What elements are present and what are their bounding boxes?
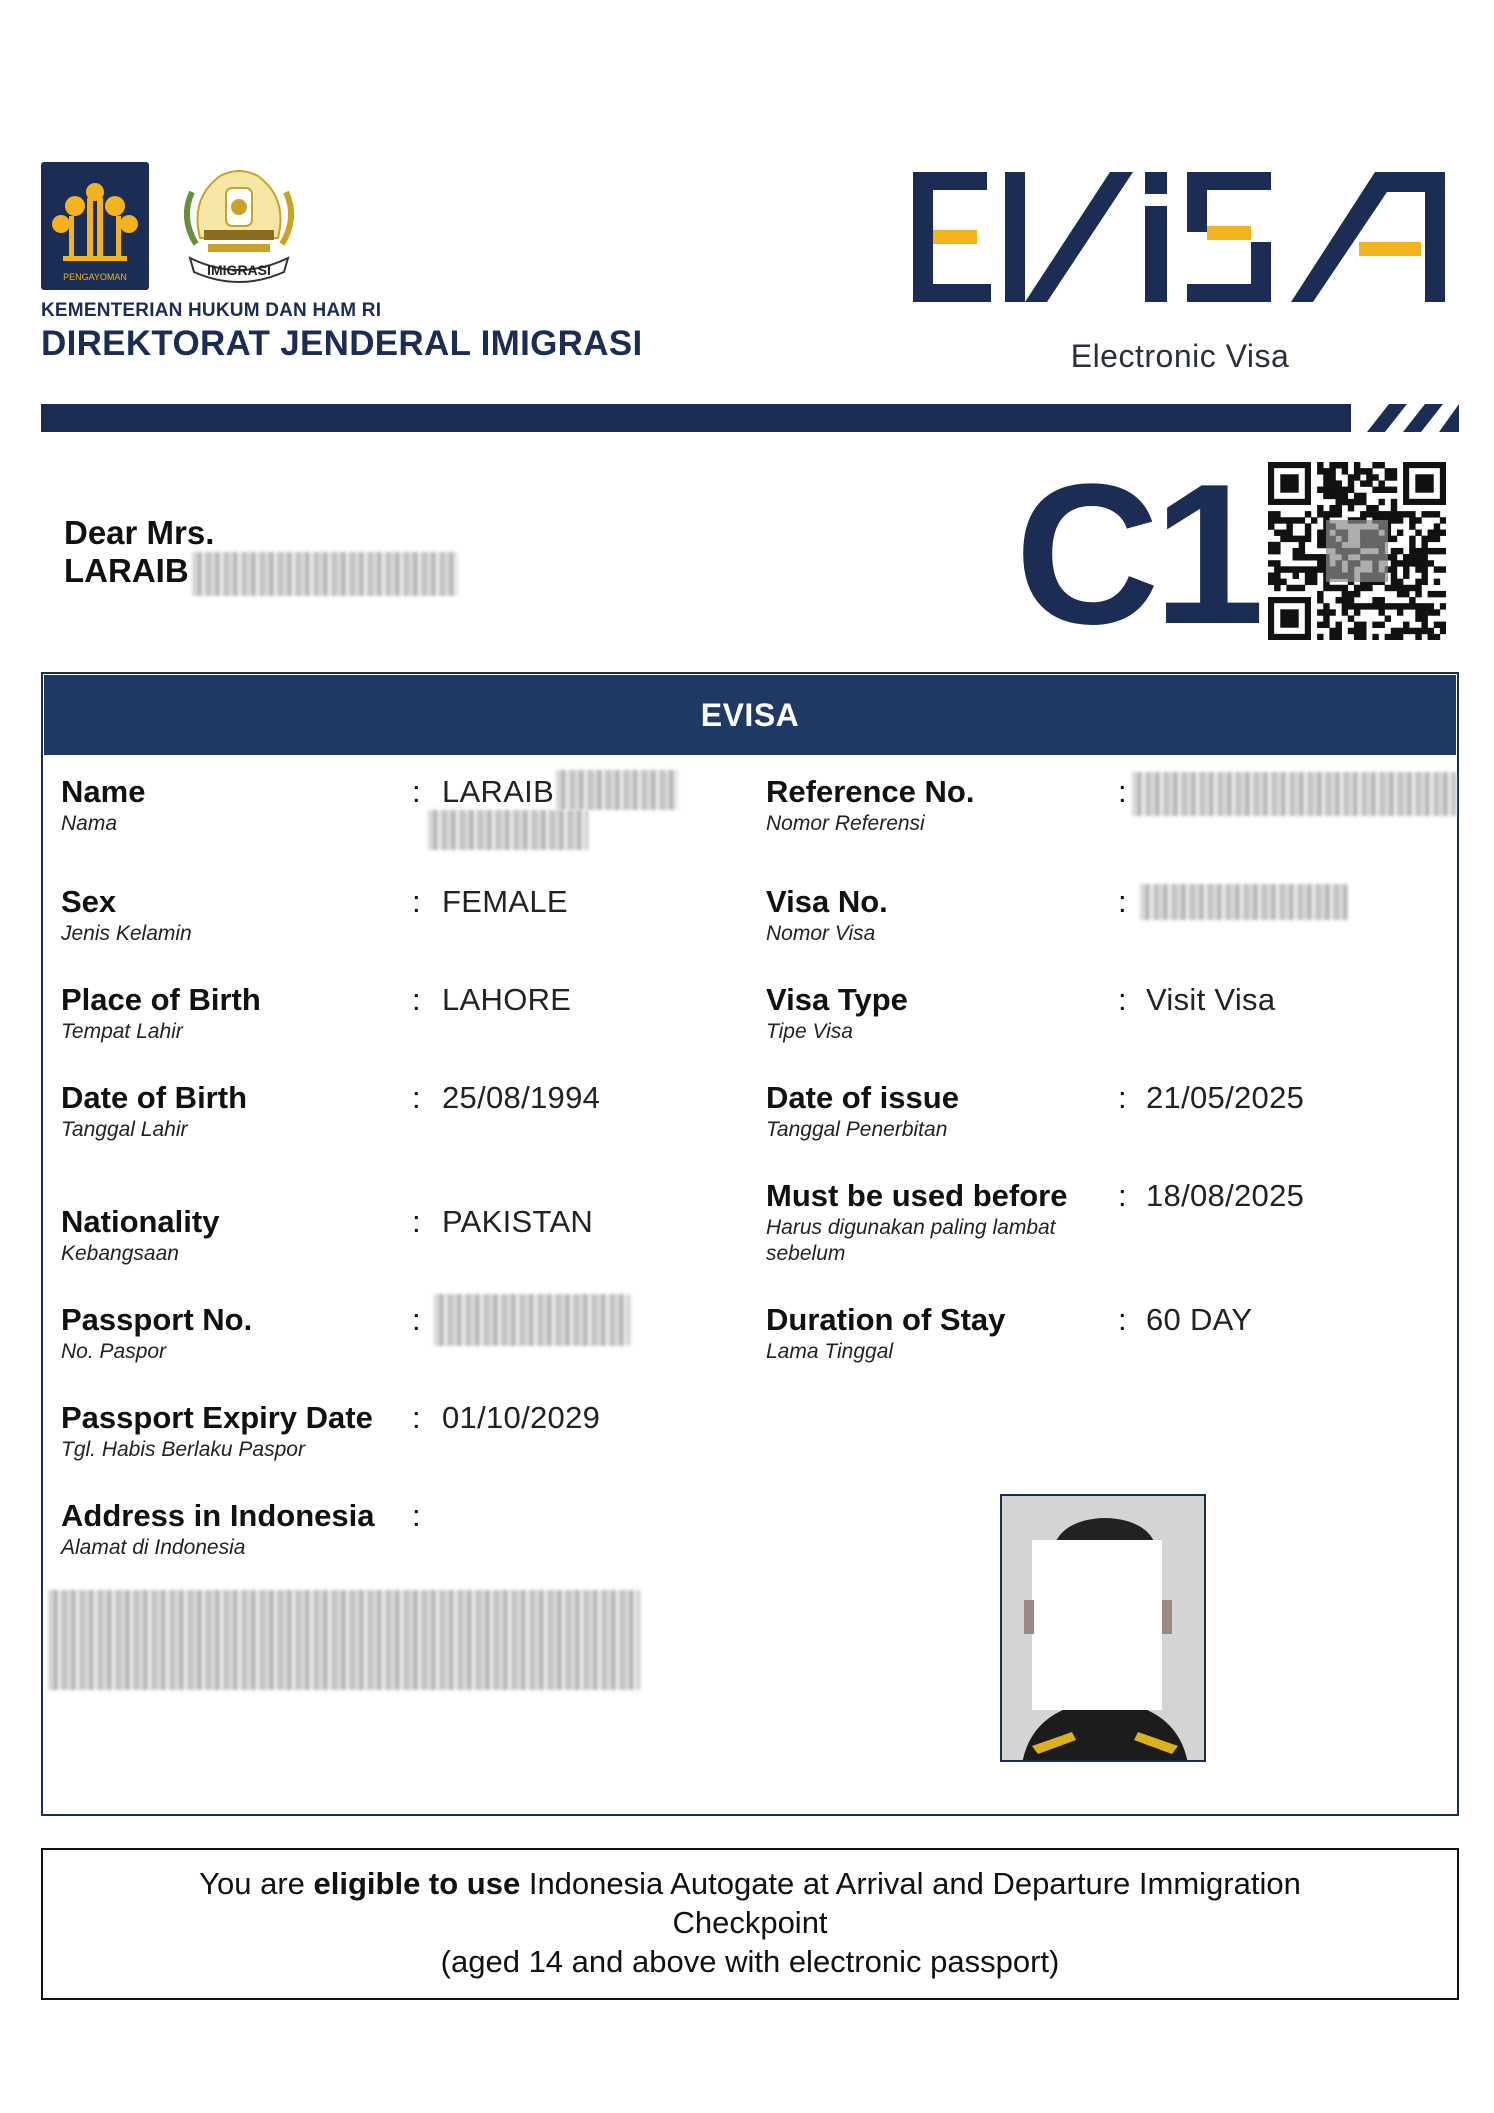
must-be-used-before-sublabel: Harus digunakan paling lambat xyxy=(766,1216,1056,1239)
nationality-label: Nationality xyxy=(61,1204,220,1239)
visa-type-value: Visit Visa xyxy=(1146,982,1276,1017)
imigrasi-emblem xyxy=(170,158,308,292)
date-of-issue-colon: : xyxy=(1118,1080,1127,1115)
duration-of-stay-colon: : xyxy=(1118,1302,1127,1337)
redacted-name-part xyxy=(428,810,588,850)
name-colon: : xyxy=(412,774,421,809)
address-colon: : xyxy=(412,1498,421,1533)
reference-number-sublabel: Nomor Referensi xyxy=(766,812,925,835)
address-label: Address in Indonesia xyxy=(61,1498,375,1533)
directorate-name: DIREKTORAT JENDERAL IMIGRASI xyxy=(41,324,643,363)
passport-number-label: Passport No. xyxy=(61,1302,253,1337)
sex-colon: : xyxy=(412,884,421,919)
passport-expiry-label: Passport Expiry Date xyxy=(61,1400,373,1435)
date-of-issue-sublabel: Tanggal Penerbitan xyxy=(766,1118,948,1141)
date-of-birth-value: 25/08/1994 xyxy=(442,1080,601,1115)
nationality-sublabel: Kebangsaan xyxy=(61,1242,179,1265)
must-be-used-before-sublabel-2: sebelum xyxy=(766,1242,846,1265)
passport-expiry-sublabel: Tgl. Habis Berlaku Paspor xyxy=(61,1438,305,1461)
redacted-name-part xyxy=(556,770,678,810)
panel-title: EVISA xyxy=(44,675,1456,755)
place-of-birth-label: Place of Birth xyxy=(61,982,261,1017)
date-of-birth-label: Date of Birth xyxy=(61,1080,247,1115)
pengayoman-emblem xyxy=(41,162,149,290)
reference-number-label: Reference No. xyxy=(766,774,975,809)
visa-number-colon: : xyxy=(1118,884,1127,919)
pengayoman-label: PENGAYOMAN xyxy=(63,272,127,282)
visa-type-colon: : xyxy=(1118,982,1127,1017)
autogate-emphasis: eligible to use xyxy=(313,1866,521,1901)
evisa-logo xyxy=(905,162,1455,312)
date-of-issue-value: 21/05/2025 xyxy=(1146,1080,1305,1115)
ministry-name: KEMENTERIAN HUKUM DAN HAM RI xyxy=(41,300,382,321)
nationality-value: PAKISTAN xyxy=(442,1204,594,1239)
sex-value: FEMALE xyxy=(442,884,568,919)
name-label: Name xyxy=(61,774,146,809)
visa-category-code: C1 xyxy=(1015,443,1259,666)
date-of-birth-sublabel: Tanggal Lahir xyxy=(61,1118,188,1141)
must-be-used-before-colon: : xyxy=(1118,1178,1127,1213)
autogate-prefix: You are xyxy=(199,1866,314,1901)
must-be-used-before-label: Must be used before xyxy=(766,1178,1068,1213)
evisa-subtitle: Electronic Visa xyxy=(1070,338,1290,374)
visa-number-label: Visa No. xyxy=(766,884,888,919)
visa-type-label: Visa Type xyxy=(766,982,908,1017)
redacted-visa-number xyxy=(1140,884,1348,920)
place-of-birth-value: LAHORE xyxy=(442,982,572,1017)
greeting-name: LARAIB xyxy=(64,552,189,589)
qr-code xyxy=(1268,462,1446,640)
autogate-line-3: (aged 14 and above with electronic passport) xyxy=(440,1944,1060,1979)
address-sublabel: Alamat di Indonesia xyxy=(61,1536,246,1559)
redacted-address xyxy=(48,1590,640,1690)
place-of-birth-colon: : xyxy=(412,982,421,1017)
duration-of-stay-label: Duration of Stay xyxy=(766,1302,1006,1337)
must-be-used-before-value: 18/08/2025 xyxy=(1146,1178,1305,1213)
sex-sublabel: Jenis Kelamin xyxy=(61,922,192,945)
duration-of-stay-value: 60 DAY xyxy=(1146,1302,1253,1337)
name-value: LARAIB xyxy=(442,774,555,809)
autogate-rest: Indonesia Autogate at Arrival and Departure Immigration xyxy=(520,1866,1301,1901)
visa-type-sublabel: Tipe Visa xyxy=(766,1020,853,1043)
redacted-surname xyxy=(192,552,458,596)
duration-of-stay-sublabel: Lama Tinggal xyxy=(766,1340,894,1363)
redacted-passport-number xyxy=(434,1294,630,1346)
passport-expiry-value: 01/10/2029 xyxy=(442,1400,601,1435)
place-of-birth-sublabel: Tempat Lahir xyxy=(61,1020,183,1043)
name-sublabel: Nama xyxy=(61,812,118,835)
greeting-salutation: Dear Mrs. xyxy=(64,514,215,551)
autogate-line-1 xyxy=(43,1864,1457,1903)
date-of-issue-label: Date of issue xyxy=(766,1080,959,1115)
sex-label: Sex xyxy=(61,884,117,919)
passport-expiry-colon: : xyxy=(412,1400,421,1435)
autogate-line-2: Checkpoint xyxy=(672,1905,828,1940)
applicant-photo xyxy=(1000,1494,1206,1762)
passport-number-colon: : xyxy=(412,1302,421,1337)
header-divider-stripe xyxy=(41,404,1459,432)
visa-number-sublabel: Nomor Visa xyxy=(766,922,876,945)
passport-number-sublabel: No. Paspor xyxy=(61,1340,167,1363)
imigrasi-label: IMIGRASI xyxy=(207,262,271,278)
date-of-birth-colon: : xyxy=(412,1080,421,1115)
reference-number-colon: : xyxy=(1118,774,1127,809)
autogate-notice xyxy=(43,1864,1457,1981)
redacted-reference-number xyxy=(1132,772,1456,816)
nationality-colon: : xyxy=(412,1204,421,1239)
